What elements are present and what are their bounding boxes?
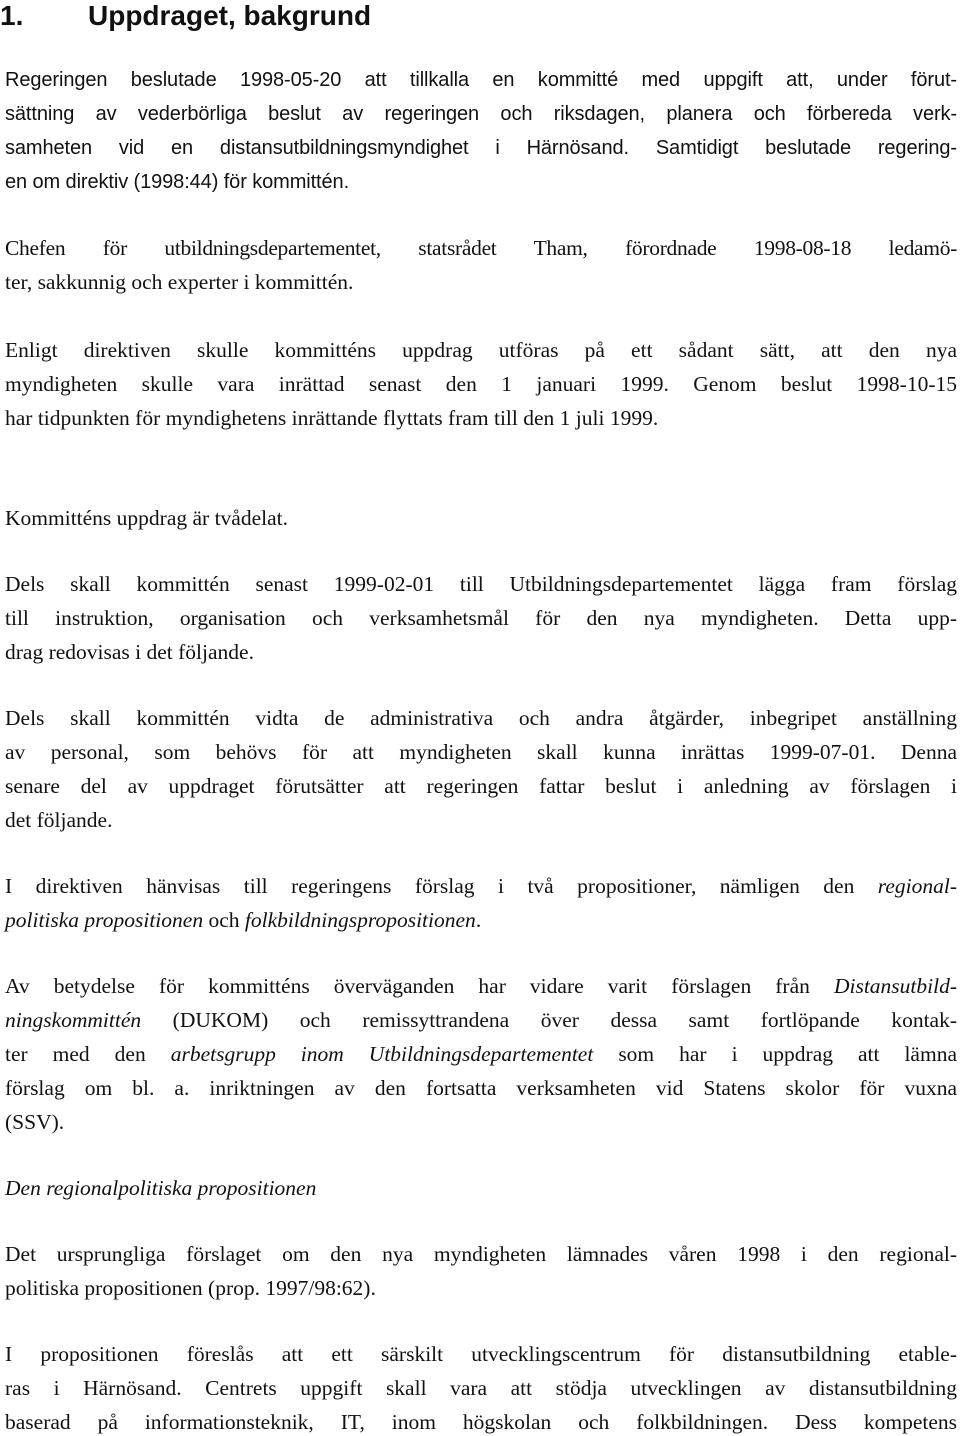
paragraph-4: Kommitténs uppdrag är tvådelat. <box>5 506 289 530</box>
paragraph-1-line: Regeringen beslutade 1998-05-20 att tillkalla en kommitté med uppgift att, under förut- <box>5 69 957 91</box>
paragraph-7-line <box>5 872 957 900</box>
italic-run: regional- <box>877 874 958 898</box>
italic-run: arbetsgrupp inom Utbildningsdepartementet <box>170 1042 594 1066</box>
text-run: Av betydelse för kommitténs överväganden har vidare varit förslagen från <box>5 974 834 998</box>
paragraph-9-line: politiska propositionen (prop. 1997/98:62). <box>5 1276 376 1300</box>
paragraph-10-line: ras i Härnösand. Centrets uppgift skall vara att stödja utvecklingen av distansutbildning <box>5 1376 957 1400</box>
section-title: Uppdraget, bakgrund <box>88 0 372 31</box>
paragraph-5-line: till instruktion, organisation och verksamhetsmål för den nya myndigheten. Detta upp- <box>5 606 957 630</box>
paragraph-9-line: Det ursprungliga förslaget om den nya myndigheten lämnades våren 1998 i den regional- <box>5 1242 957 1266</box>
paragraph-3-line: myndigheten skulle vara inrättad senast den 1 januari 1999. Genom beslut 1998-10-15 <box>5 372 957 396</box>
paragraph-5-line: Dels skall kommittén senast 1999-02-01 till Utbildningsdepartementet lägga fram förslag <box>5 572 957 596</box>
italic-run: folkbildningspropositionen <box>244 908 476 932</box>
paragraph-8-line: (SSV). <box>5 1110 65 1134</box>
italic-run: politiska propositionen <box>5 908 204 932</box>
paragraph-6-line: det följande. <box>5 808 113 832</box>
section-number: 1. <box>0 0 24 31</box>
paragraph-3-line: har tidpunkten för myndighetens inrättande flyttats fram till den 1 juli 1999. <box>5 406 659 430</box>
text-run: (DUKOM) och remissyttrandena över dessa samt fortlöpande kontak- <box>141 1008 957 1032</box>
paragraph-6-line: senare del av uppdraget förutsätter att regeringen fattar beslut i anledning av förslagen i <box>5 774 957 798</box>
subheading: Den regionalpolitiska propositionen <box>5 1176 317 1200</box>
text-run: I direktiven hänvisas till regeringens förslag i två propositioner, nämligen den <box>5 874 855 898</box>
paragraph-2-line: ter, sakkunnig och experter i kommittén. <box>5 270 354 294</box>
paragraph-10-line: I propositionen föreslås att ett särskilt utvecklingscentrum för distansutbildning etable- <box>5 1342 957 1366</box>
text-run: som har i uppdrag att lämna <box>593 1042 957 1066</box>
paragraph-6-line: Dels skall kommittén vidta de administrativa och andra åtgärder, inbegripet anställning <box>5 706 957 730</box>
paragraph-8-line: förslag om bl. a. inriktningen av den fortsatta verksamheten vid Statens skolor för vuxna <box>5 1076 957 1100</box>
paragraph-1-line: en om direktiv (1998:44) för kommittén. <box>5 171 350 193</box>
paragraph-8-line <box>5 972 957 1000</box>
section-heading <box>0 0 371 32</box>
paragraph-10-line: baserad på informationsteknik, IT, inom högskolan och folkbildningen. Dess kompetens <box>5 1410 957 1434</box>
italic-run: ningskommittén <box>5 1008 142 1032</box>
text-run: ter med den <box>5 1042 171 1066</box>
text-run: . <box>475 908 482 932</box>
paragraph-8-line <box>5 1006 957 1034</box>
paragraph-2-line: Chefen för utbildningsdepartementet, statsrådet Tham, förordnade 1998-08-18 ledamö- <box>5 236 957 260</box>
paragraph-5-line: drag redovisas i det följande. <box>5 640 254 664</box>
paragraph-1-line: sättning av vederbörliga beslut av regeringen och riksdagen, planera och förbereda verk- <box>5 103 957 125</box>
paragraph-3-line: Enligt direktiven skulle kommitténs uppdrag utföras på ett sådant sätt, att den nya <box>5 338 957 362</box>
paragraph-7-line <box>5 906 957 934</box>
text-run: och <box>203 908 245 932</box>
paragraph-8-line <box>5 1040 957 1068</box>
paragraph-1-line: samheten vid en distansutbildningsmyndighet i Härnösand. Samtidigt beslutade regering- <box>5 137 957 159</box>
paragraph-6-line: av personal, som behövs för att myndigheten skall kunna inrättas 1999-07-01. Denna <box>5 740 957 764</box>
italic-run: Distansutbild- <box>833 974 957 998</box>
